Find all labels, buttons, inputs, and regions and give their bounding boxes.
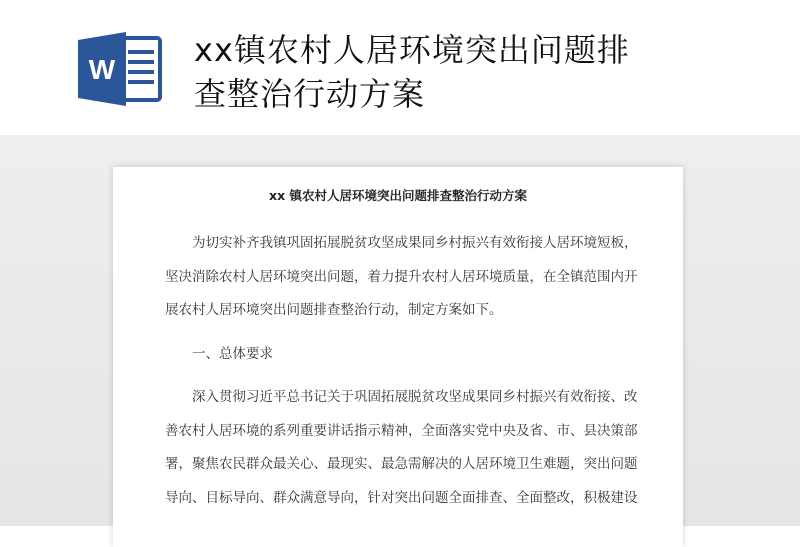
- page-title: [194, 28, 714, 116]
- paragraph-line: 坚决消除农村人居环境突出问题，着力提升农村人居环境质量，在全镇范围内开: [165, 268, 638, 285]
- paragraph-line: 署，聚焦农民群众最关心、最现实、最急需解决的人居环境卫生难题，突出问题: [165, 456, 638, 472]
- document-paragraph-1: [165, 227, 638, 328]
- page-title-line-2: 查整治行动方案: [194, 75, 426, 113]
- header-banner: [0, 0, 800, 135]
- document-paragraph-2: [165, 381, 638, 515]
- word-icon-letter: W: [88, 54, 116, 85]
- paragraph-line: 导向、目标导向、群众满意导向，针对突出问题全面排查、全面整改，积极建设: [165, 489, 638, 506]
- document-preview-page: [113, 167, 683, 547]
- section-heading: 一、总体要求: [192, 345, 273, 362]
- paragraph-line: 为切实补齐我镇巩固拓展脱贫攻坚成果同乡村振兴有效衔接人居环境短板，: [192, 235, 638, 251]
- paragraph-line: 深入贯彻习近平总书记关于巩固拓展脱贫攻坚成果同乡村振兴有效衔接、改: [192, 389, 638, 405]
- document-title: xx 镇农村人居环境突出问题排查整治行动方案: [269, 188, 527, 203]
- document-body: [165, 227, 638, 515]
- paragraph-line: 善农村人居环境的系列重要讲话指示精神，全面落实党中央及省、市、县决策部: [165, 422, 638, 439]
- word-document-icon: [76, 30, 164, 108]
- paragraph-line: 展农村人居环境突出问题排查整治行动，制定方案如下。: [165, 302, 503, 318]
- page-title-line-1: xx镇农村人居环境突出问题排: [194, 31, 630, 69]
